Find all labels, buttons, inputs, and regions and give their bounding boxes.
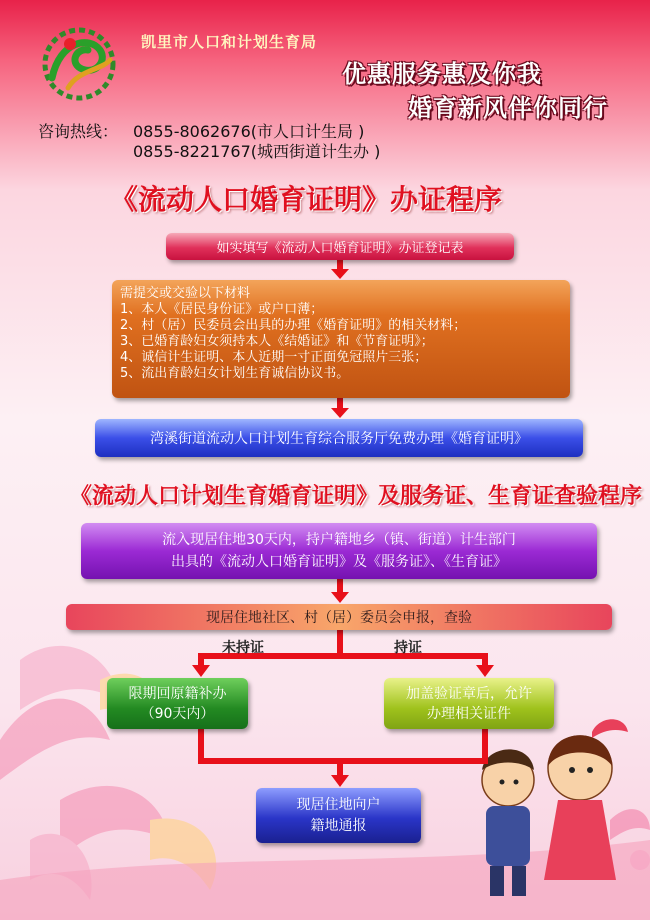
arrow-down-icon xyxy=(331,408,349,418)
branch-label-no-certificate: 未持证 xyxy=(222,640,264,656)
hotline-number-1: 0855-8062676(市人口计生局 ) xyxy=(133,122,365,141)
arrow-down-icon xyxy=(192,665,210,677)
slogan-line-2: 婚育新风伴你同行 xyxy=(408,94,608,122)
section-title-inspection-procedure: 《流动人口计划生育婚育证明》及服务证、生育证查验程序 xyxy=(70,484,643,509)
step-inflow-line-2: 出具的《流动人口婚育证明》及《服务证》、《生育证》 xyxy=(170,554,507,570)
branch-label-with-certificate: 持证 xyxy=(394,640,422,656)
bureau-name: 凯里市人口和计划生育局 xyxy=(141,33,318,51)
step-community-declaration: 现居住地社区、村（居）委员会申报，查验 xyxy=(66,604,612,630)
step-inflow-line-1: 流入现居住地30天内，持户籍地乡（镇、街道）计生部门 xyxy=(162,532,516,548)
arrow-down-icon xyxy=(331,269,349,279)
hotline-label: 咨询热线： xyxy=(38,122,119,141)
arrow-down-icon xyxy=(331,775,349,787)
materials-item: 2、村（居）民委员会出具的办理《婚育证明》的相关材料； xyxy=(120,318,467,333)
step-fill-registration-form: 如实填写《流动人口婚育证明》办证登记表 xyxy=(166,233,514,260)
materials-item: 5、流出育龄妇女计划生育诚信协议书。 xyxy=(120,366,350,381)
step-return-to-origin xyxy=(107,678,248,729)
return-line-2: （90天内） xyxy=(140,705,215,722)
step-notify-origin xyxy=(256,788,421,843)
required-materials-box xyxy=(112,280,570,398)
materials-item: 1、本人《居民身份证》或户口薄； xyxy=(120,302,324,317)
stamp-line-2: 办理相关证件 xyxy=(427,705,511,722)
arrow-down-icon xyxy=(476,665,494,677)
materials-item: 3、已婚育龄妇女须持本人《结婚证》和《节育证明》； xyxy=(120,334,434,349)
step-stamp-verification xyxy=(384,678,554,729)
materials-item: 4、诚信计生证明、本人近期一寸正面免冠照片三张； xyxy=(120,350,428,365)
return-line-1: 限期回原籍补办 xyxy=(128,685,227,702)
notify-line-2: 籍地通报 xyxy=(310,817,367,834)
step-free-processing: 湾溪街道流动人口计划生育综合服务厅免费办理《婚育证明》 xyxy=(95,419,583,457)
notify-line-1: 现居住地向户 xyxy=(296,796,381,813)
stamp-line-1: 加盖验证章后，允许 xyxy=(406,685,532,702)
slogan-line-1: 优惠服务惠及你我 xyxy=(342,60,542,88)
arrow-down-icon xyxy=(331,592,349,603)
step-inflow-30-days xyxy=(81,523,597,579)
section-title-certificate-procedure: 《流动人口婚育证明》办证程序 xyxy=(110,183,503,216)
hotline-number-2: 0855-8221767(城西街道计生办 ) xyxy=(133,142,381,161)
materials-heading: 需提交或交验以下材料 xyxy=(120,286,251,301)
